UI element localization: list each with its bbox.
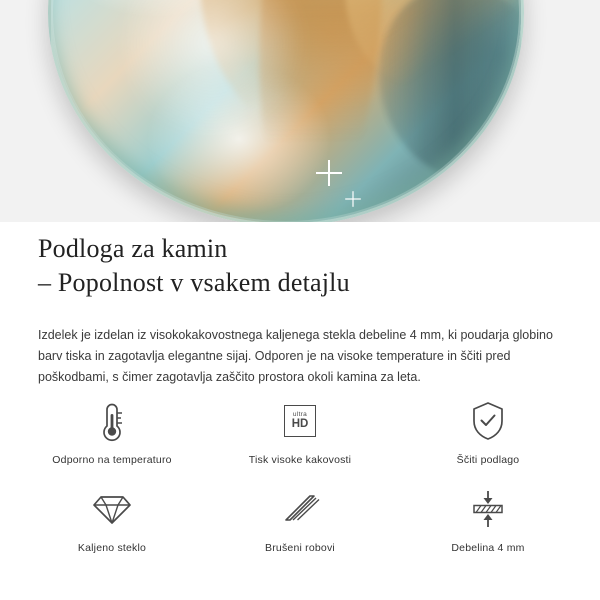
ultra-hd-badge-bottom: HD — [291, 418, 309, 430]
feature-item-protects-surface — [394, 398, 582, 486]
body-paragraph: Izdelek je izdelan iz visokokakovostnega kaljenega stekla debeline 4 mm, ki poudarja globino barv tiska in zagotavlja elegantne sijaj. Odporen je na visoke temperature in ščiti pred poškodbami, s čimer zagotavlja zaščito prostora okoli kamina za leta. — [38, 327, 553, 384]
feature-item-polished-edges — [206, 486, 394, 574]
feature-item-temperature — [18, 398, 206, 486]
feature-label: Brušeni robovi — [265, 542, 335, 554]
thickness-arrows-icon — [468, 486, 508, 532]
page-title — [38, 232, 578, 300]
diamond-icon — [91, 486, 133, 532]
feature-label: Odporno na temperaturo — [52, 454, 172, 466]
ultra-hd-badge-top: ultra — [292, 410, 308, 418]
feature-label: Debelina 4 mm — [451, 542, 525, 554]
feature-item-thickness — [394, 486, 582, 574]
headline-line-1: Podloga za kamin — [38, 234, 228, 263]
thermometer-icon — [95, 398, 129, 444]
feature-item-tempered-glass — [18, 486, 206, 574]
feature-label: Ščiti podlago — [456, 454, 520, 466]
feature-label: Tisk visoke kakovosti — [248, 454, 352, 466]
feature-label: Kaljeno steklo — [77, 542, 147, 554]
headline-line-2: – Popolnost v vsakem detajlu — [38, 268, 350, 297]
shield-check-icon — [470, 398, 506, 444]
polished-edges-icon — [280, 486, 320, 532]
hero-image — [0, 0, 600, 222]
feature-item-print-quality — [206, 398, 394, 486]
feature-grid — [18, 398, 582, 574]
ultra-hd-icon — [284, 398, 316, 444]
